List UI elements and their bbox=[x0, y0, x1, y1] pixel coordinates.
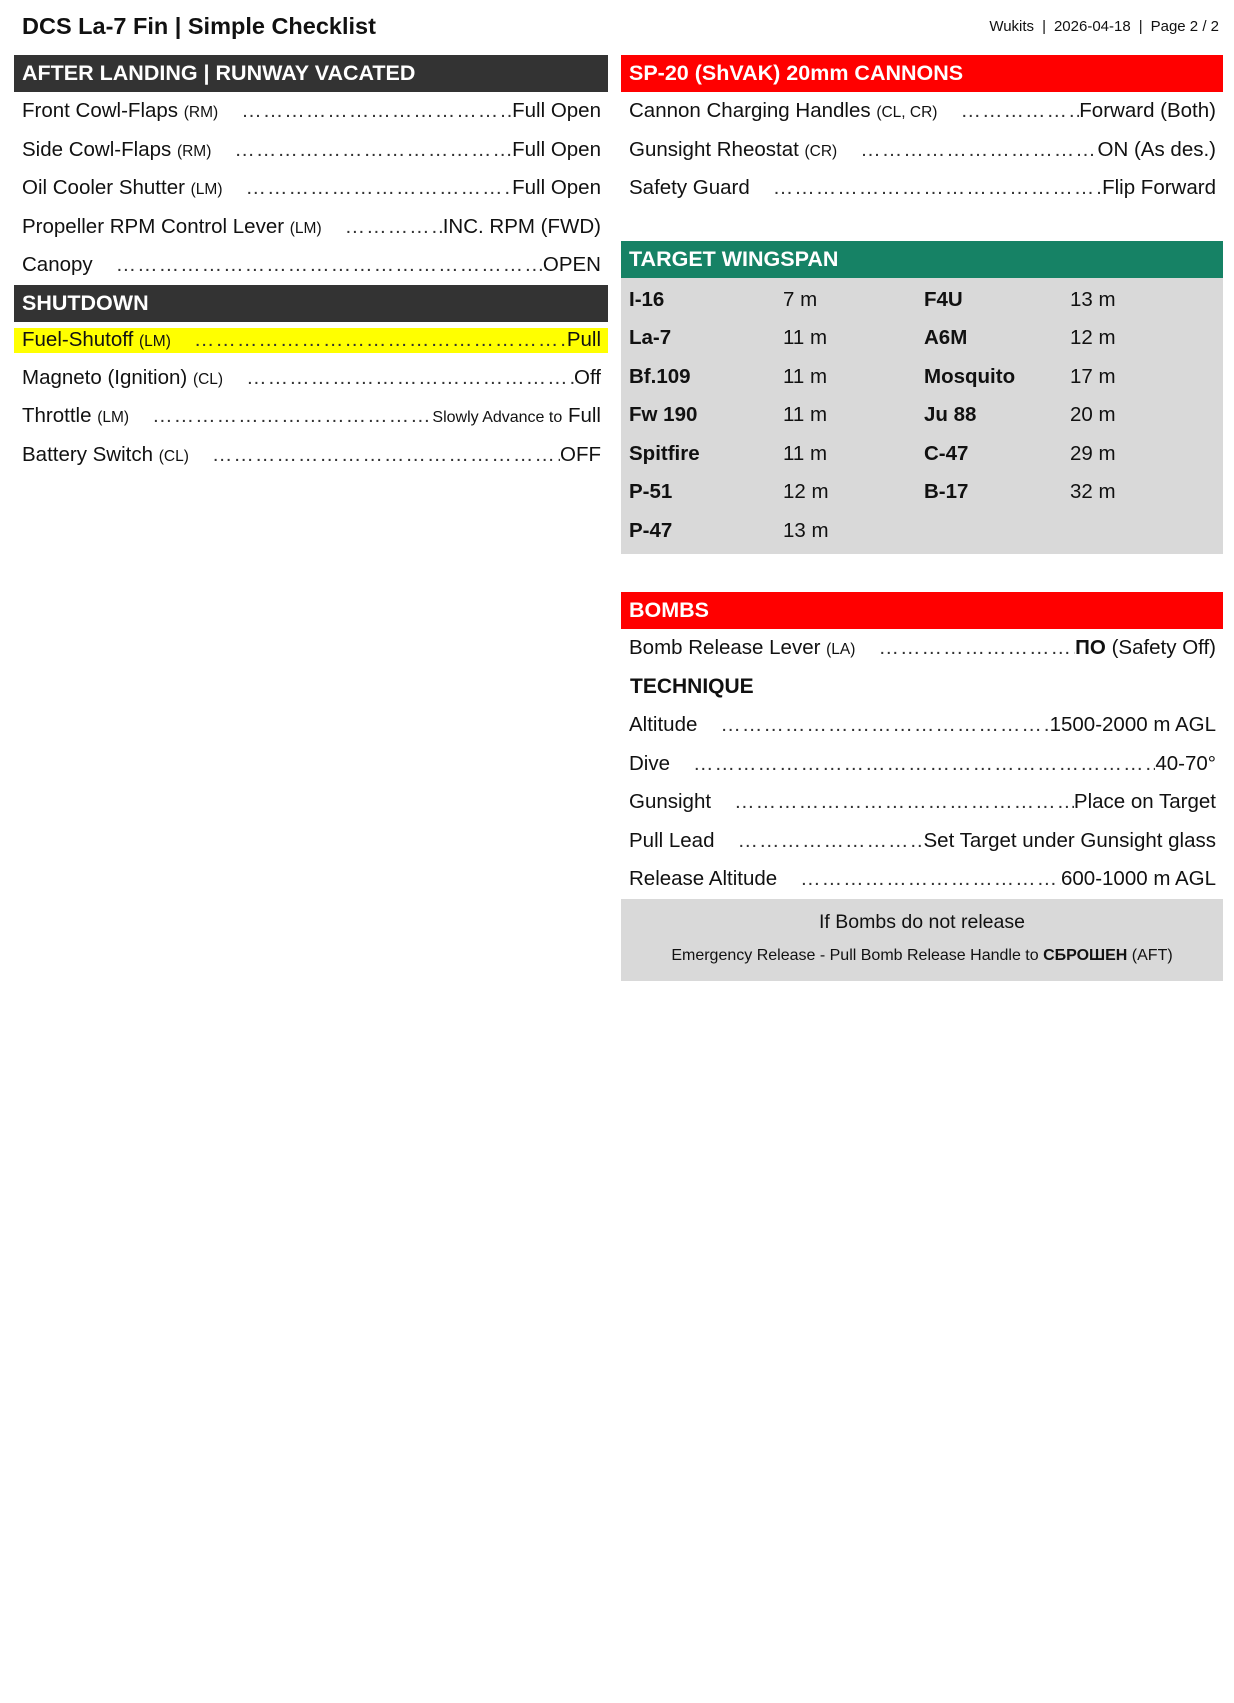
item-label: Gunsight bbox=[629, 790, 712, 814]
technique-heading: TECHNIQUE bbox=[630, 674, 754, 698]
item-value-main: (Safety Off) bbox=[1111, 636, 1216, 660]
item-value: 40-70° bbox=[1155, 751, 1216, 775]
note-prefix: Emergency Release - Pull Bomb Release Handle to bbox=[671, 946, 1039, 964]
note-text bbox=[621, 939, 1223, 973]
page-number: Page 2 / 2 bbox=[1150, 18, 1219, 35]
wingspan-value: 20 m bbox=[1070, 403, 1116, 427]
wingspan-value: 12 m bbox=[1070, 326, 1116, 350]
wingspan-value: 11 m bbox=[783, 364, 828, 388]
left-column bbox=[14, 55, 608, 474]
wingspan-value: 13 m bbox=[783, 518, 829, 542]
item-location: (CL) bbox=[158, 447, 189, 465]
item-location: (LM) bbox=[139, 333, 171, 350]
checklist-item-highlighted bbox=[14, 328, 608, 353]
table-row bbox=[621, 512, 1223, 551]
item-location: (LM) bbox=[97, 409, 130, 427]
leader-dots bbox=[715, 713, 1049, 737]
checklist-item bbox=[14, 397, 608, 436]
item-value-main: Full bbox=[567, 404, 601, 428]
aircraft-name: I-16 bbox=[629, 287, 665, 311]
aircraft-name: P-51 bbox=[629, 480, 673, 504]
item-location: (LM) bbox=[190, 181, 223, 199]
checklist-item bbox=[621, 92, 1223, 131]
item-label: Magneto (Ignition) bbox=[22, 365, 188, 389]
table-row bbox=[621, 281, 1223, 320]
wingspan-value: 32 m bbox=[1070, 480, 1116, 504]
leader-dots bbox=[955, 99, 1079, 123]
note-suffix: (AFT) bbox=[1131, 946, 1173, 964]
aircraft-name: Ju 88 bbox=[924, 403, 977, 427]
aircraft-name: La-7 bbox=[629, 326, 672, 350]
aircraft-name: B-17 bbox=[924, 480, 969, 504]
item-value: Forward (Both) bbox=[1079, 99, 1216, 123]
author: Wukits bbox=[989, 18, 1035, 35]
leader-dots bbox=[795, 867, 1061, 891]
leader-dots bbox=[236, 99, 512, 123]
wingspan-value: 29 m bbox=[1070, 441, 1116, 465]
leader-dots bbox=[688, 752, 1155, 776]
wingspan-value: 17 m bbox=[1070, 364, 1116, 388]
aircraft-name: Bf.109 bbox=[629, 364, 691, 388]
item-label: Bomb Release Lever bbox=[629, 636, 821, 660]
item-label: Gunsight Rheostat bbox=[629, 137, 799, 161]
checklist-item bbox=[14, 436, 608, 475]
spacer bbox=[621, 554, 1223, 592]
item-value bbox=[1075, 636, 1216, 660]
leader-dots bbox=[111, 253, 543, 277]
leader-dots bbox=[241, 366, 574, 390]
checklist-item bbox=[14, 169, 608, 208]
checklist-item bbox=[14, 359, 608, 398]
leader-dots bbox=[147, 404, 432, 428]
item-value: OPEN bbox=[542, 253, 601, 277]
leader-dots bbox=[732, 829, 923, 853]
item-value: INC. RPM (FWD) bbox=[442, 214, 601, 238]
page-meta bbox=[989, 18, 1219, 35]
aircraft-name: A6M bbox=[924, 326, 968, 350]
item-value-qualifier: Slowly Advance to bbox=[432, 409, 563, 427]
aircraft-name: Spitfire bbox=[629, 441, 700, 465]
leader-dots bbox=[241, 176, 513, 200]
cannons-header: SP-20 (ShVAK) 20mm CANNONS bbox=[621, 55, 1223, 92]
spacer bbox=[621, 208, 1223, 241]
item-value: Full Open bbox=[512, 99, 601, 123]
item-value: Set Target under Gunsight glass bbox=[923, 828, 1216, 852]
table-row bbox=[621, 435, 1223, 474]
wingspan-value: 11 m bbox=[783, 403, 828, 427]
technique-item bbox=[621, 745, 1223, 784]
meta-separator: | bbox=[1042, 18, 1046, 35]
wingspan-value: 7 m bbox=[783, 287, 818, 311]
checklist-item bbox=[14, 92, 608, 131]
technique-item bbox=[621, 706, 1223, 745]
item-location: (LM) bbox=[289, 219, 322, 237]
item-location: (RM) bbox=[176, 142, 212, 160]
item-location: (CL) bbox=[192, 370, 224, 388]
item-label: Front Cowl-Flaps bbox=[22, 99, 179, 123]
checklist-item bbox=[621, 169, 1223, 208]
date: 2026-04-18 bbox=[1053, 18, 1131, 35]
aircraft-name: Fw 190 bbox=[629, 403, 698, 427]
table-row bbox=[621, 396, 1223, 435]
after-landing-header: AFTER LANDING | RUNWAY VACATED bbox=[14, 55, 608, 92]
item-location: (CL, CR) bbox=[876, 104, 938, 122]
item-label: Cannon Charging Handles bbox=[629, 99, 871, 123]
item-value bbox=[432, 404, 601, 428]
wingspan-value: 12 m bbox=[783, 480, 829, 504]
item-label: Dive bbox=[629, 751, 671, 775]
table-row bbox=[621, 319, 1223, 358]
bombs-header: BOMBS bbox=[621, 592, 1223, 629]
wingspan-value: 11 m bbox=[783, 326, 828, 350]
right-column bbox=[621, 55, 1223, 981]
aircraft-name: P-47 bbox=[629, 518, 673, 542]
leader-dots bbox=[729, 790, 1074, 814]
table-row bbox=[621, 358, 1223, 397]
item-value: Place on Target bbox=[1073, 790, 1216, 814]
leader-dots bbox=[340, 215, 443, 239]
leader-dots bbox=[873, 636, 1075, 660]
item-label: Throttle bbox=[22, 404, 92, 428]
leader-dots bbox=[768, 176, 1102, 200]
item-value: 600-1000 m AGL bbox=[1061, 867, 1216, 891]
item-value: ON (As des.) bbox=[1097, 137, 1216, 161]
technique-item bbox=[621, 822, 1223, 861]
item-value: Pull bbox=[566, 328, 601, 351]
note-bold: СБРОШЕН bbox=[1043, 946, 1128, 964]
item-location: (RM) bbox=[183, 104, 219, 122]
item-location: (LA) bbox=[826, 641, 856, 659]
shutdown-header: SHUTDOWN bbox=[14, 285, 608, 322]
technique-item bbox=[621, 783, 1223, 822]
leader-dots bbox=[855, 138, 1097, 162]
item-label: Safety Guard bbox=[629, 176, 750, 200]
aircraft-name: F4U bbox=[924, 287, 963, 311]
wingspan-header: TARGET WINGSPAN bbox=[621, 241, 1223, 278]
checklist-item bbox=[14, 131, 608, 170]
item-label: Battery Switch bbox=[22, 442, 154, 466]
item-value: Full Open bbox=[512, 176, 601, 200]
item-label: Oil Cooler Shutter bbox=[22, 176, 185, 200]
technique-item bbox=[621, 860, 1223, 899]
item-value: Off bbox=[574, 365, 601, 389]
leader-dots bbox=[229, 138, 512, 162]
item-label: Altitude bbox=[629, 713, 698, 737]
leader-dots bbox=[189, 328, 567, 352]
item-label: Pull Lead bbox=[629, 828, 715, 852]
checklist-item bbox=[621, 629, 1223, 668]
checklist-item bbox=[14, 246, 608, 285]
bomb-emergency-note bbox=[621, 899, 1223, 981]
item-label: Fuel-Shutoff bbox=[22, 328, 134, 351]
wingspan-table bbox=[621, 278, 1223, 555]
checklist-item bbox=[621, 131, 1223, 170]
wingspan-value: 11 m bbox=[783, 441, 828, 465]
item-location: (CR) bbox=[804, 142, 838, 160]
wingspan-value: 13 m bbox=[1070, 287, 1116, 311]
checklist-item bbox=[14, 208, 608, 247]
note-title: If Bombs do not release bbox=[819, 910, 1025, 933]
item-value: 1500-2000 m AGL bbox=[1049, 713, 1216, 737]
item-value: OFF bbox=[560, 442, 601, 466]
item-label: Release Altitude bbox=[629, 867, 778, 891]
leader-dots bbox=[207, 443, 560, 467]
item-value: Flip Forward bbox=[1102, 176, 1216, 200]
page-title: DCS La-7 Fin | Simple Checklist bbox=[22, 13, 376, 39]
item-label: Propeller RPM Control Lever bbox=[22, 214, 285, 238]
item-value-bold: ПО bbox=[1075, 636, 1106, 660]
meta-separator: | bbox=[1138, 18, 1143, 35]
aircraft-name: C-47 bbox=[924, 441, 969, 465]
item-value: Full Open bbox=[512, 137, 601, 161]
item-label: Side Cowl-Flaps bbox=[22, 137, 172, 161]
aircraft-name: Mosquito bbox=[924, 364, 1016, 388]
item-label: Canopy bbox=[22, 253, 93, 277]
table-row bbox=[621, 473, 1223, 512]
